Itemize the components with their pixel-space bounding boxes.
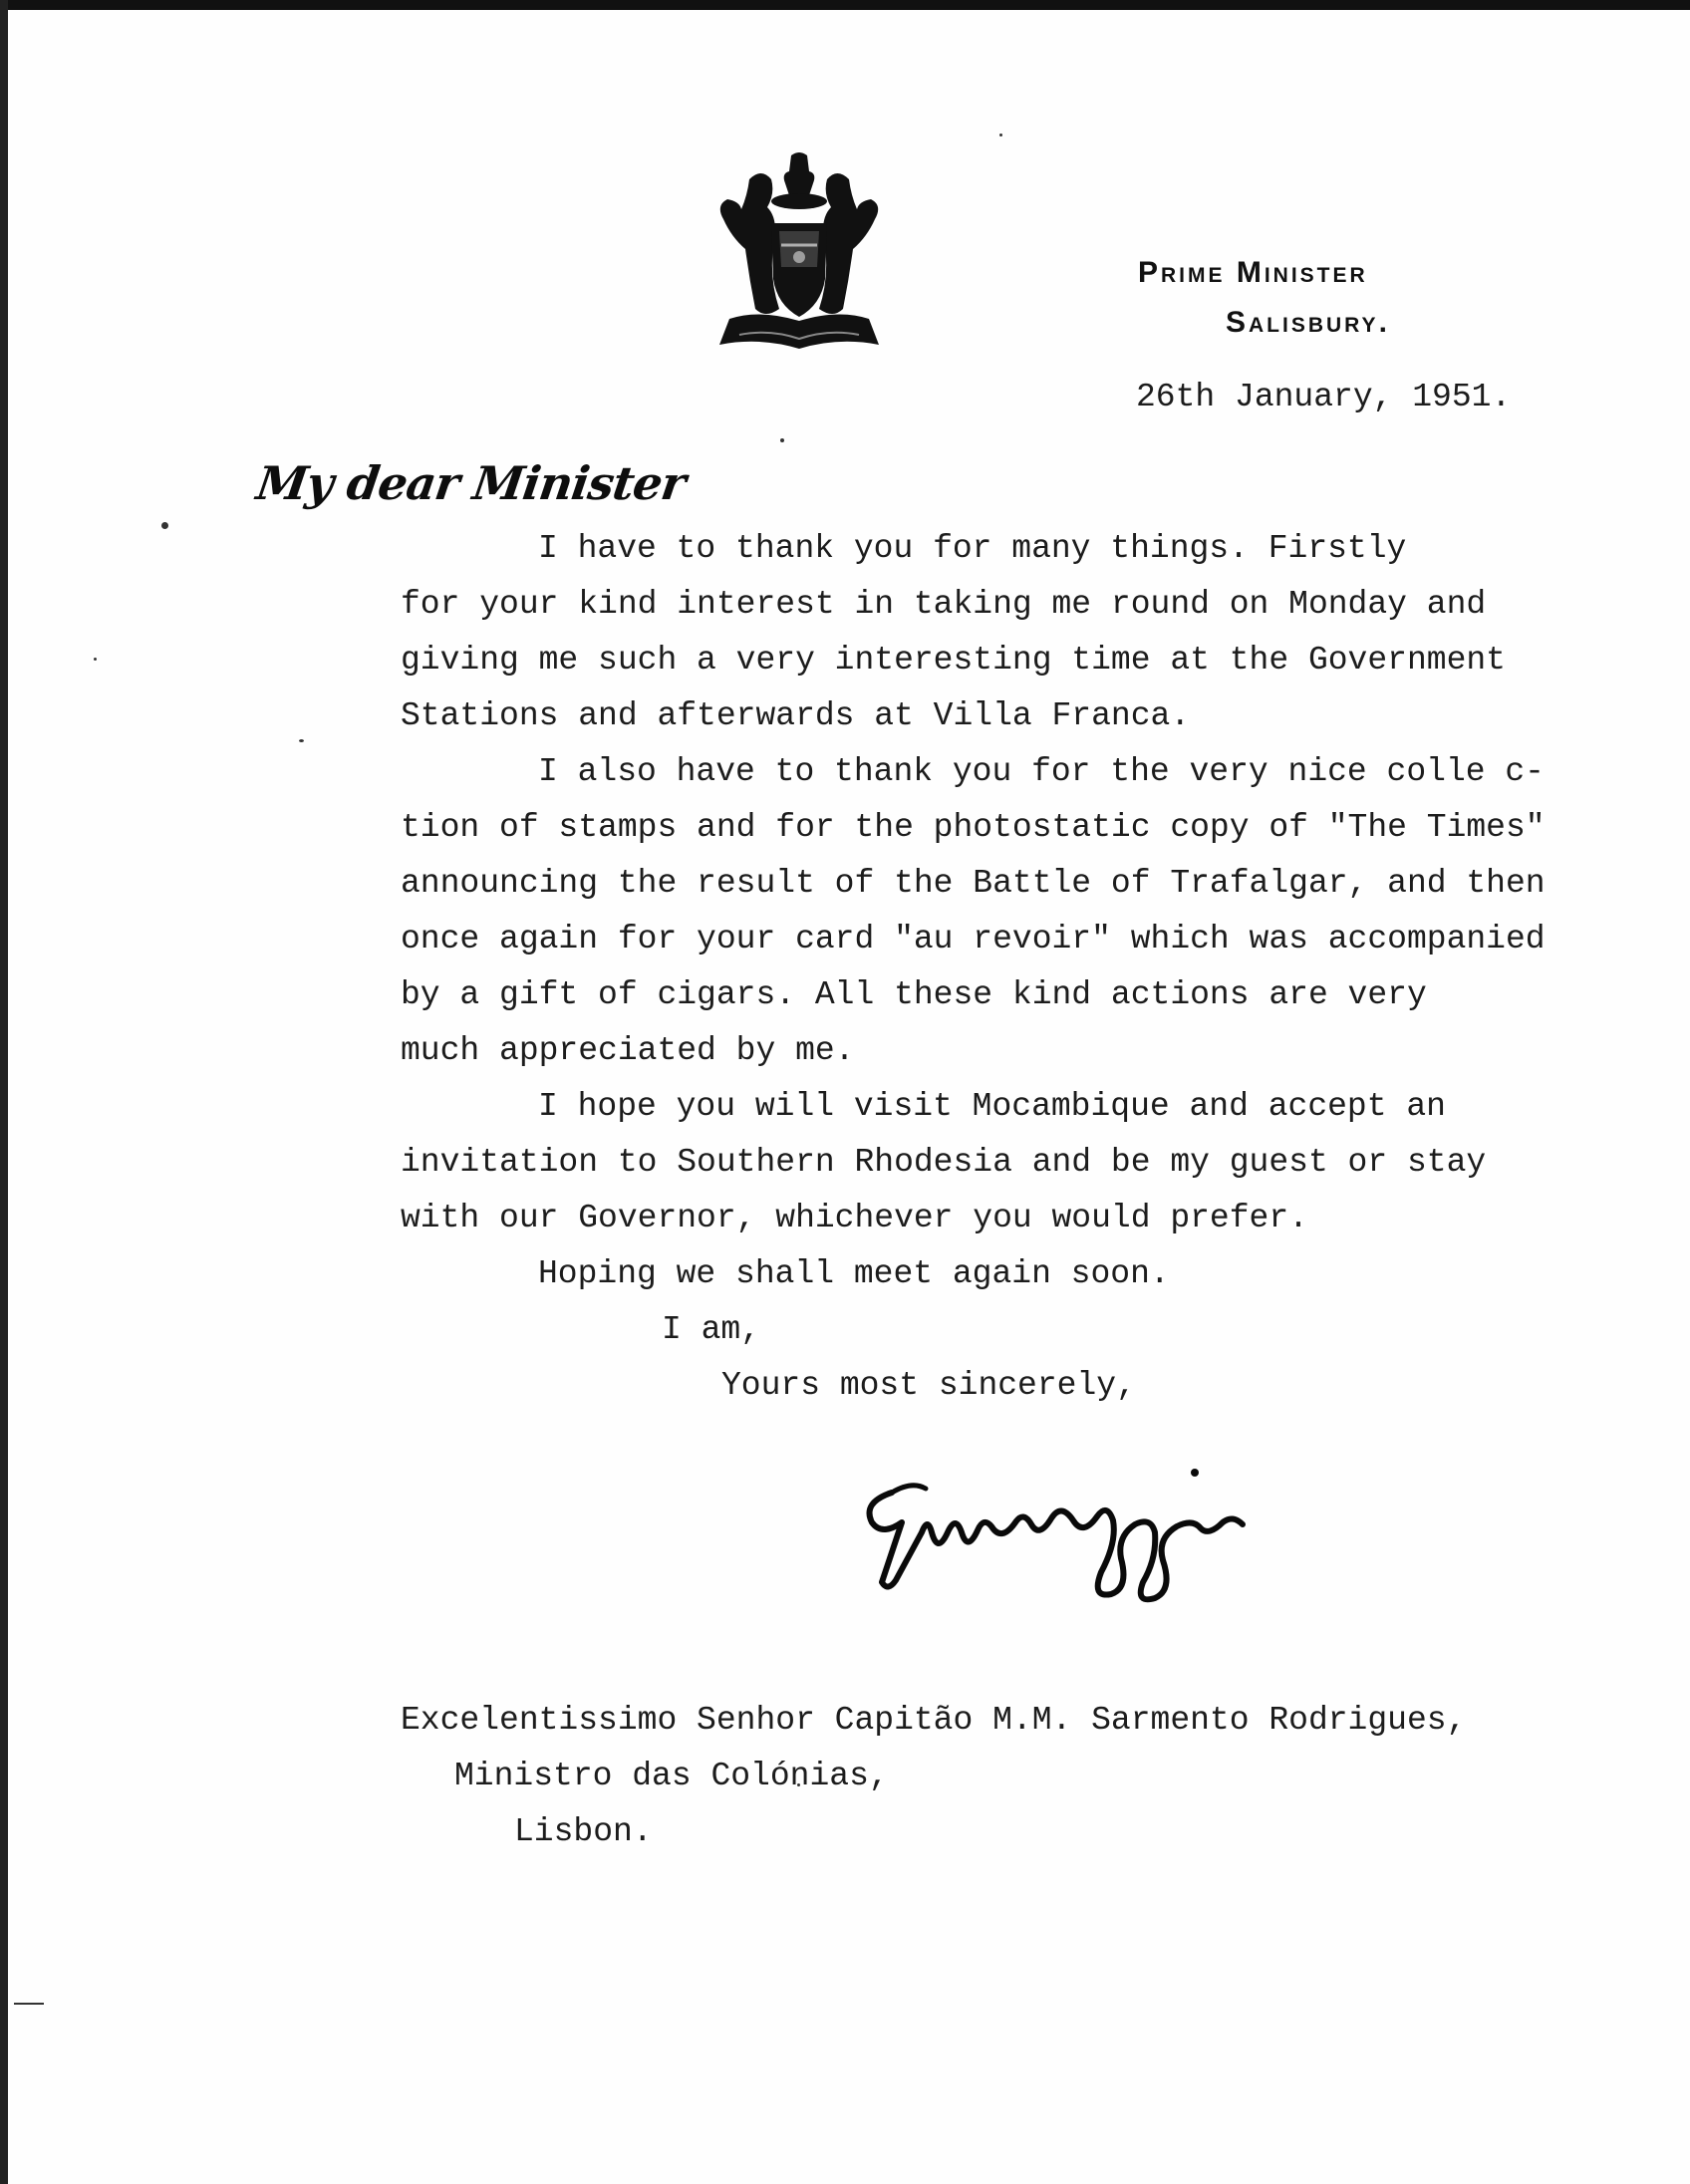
coat-of-arms-icon [709,149,889,359]
body-line: once again for your card "au revoir" which was accompanied [401,921,1546,957]
scan-speck [999,134,1002,136]
body-line: giving me such a very interesting time at the Government [401,642,1506,679]
scan-speck [299,739,304,742]
scan-edge-left [0,0,8,2184]
body-line: with our Governor, whichever you would prefer. [401,1200,1308,1236]
letterhead-title: Prime Minister [1138,256,1368,289]
scan-speck [14,2003,44,2005]
body-line: announcing the result of the Battle of Trafalgar, and then [401,865,1546,902]
scan-edge-top [0,0,1690,10]
valediction-line-1: I am, [662,1311,761,1348]
recipient-line-1: Excelentissimo Senhor Capitão M.M. Sarmento Rodrigues, [401,1702,1467,1739]
body-line: invitation to Southern Rhodesia and be my guest or stay [401,1144,1487,1181]
valediction-line-2: Yours most sincerely, [721,1367,1136,1404]
body-line: I hope you will visit Mocambique and accept an [538,1088,1446,1125]
body-line: for your kind interest in taking me round on Monday and [401,586,1487,623]
letter-date: 26th January, 1951. [1136,379,1512,415]
handwritten-salutation: My dear Minister [253,456,689,510]
letterhead-city: Salisbury. [1226,306,1390,339]
body-line: by a gift of cigars. All these kind actions are very [401,976,1427,1013]
body-line: much appreciated by me. [401,1032,855,1069]
body-line: I also have to thank you for the very nice colle c- [538,753,1545,790]
recipient-line-3: Lisbon. [514,1813,653,1850]
scan-speck [161,522,168,529]
handwritten-signature [852,1463,1270,1622]
scan-speck [780,438,784,442]
closing-line: Hoping we shall meet again soon. [538,1255,1170,1292]
scan-speck [94,658,97,661]
recipient-line-2: Ministro das Colónias, [454,1758,889,1794]
body-line: I have to thank you for many things. Firstly [538,530,1407,567]
body-line: Stations and afterwards at Villa Franca. [401,697,1191,734]
body-line: tion of stamps and for the photostatic copy of "The Times" [401,809,1546,846]
